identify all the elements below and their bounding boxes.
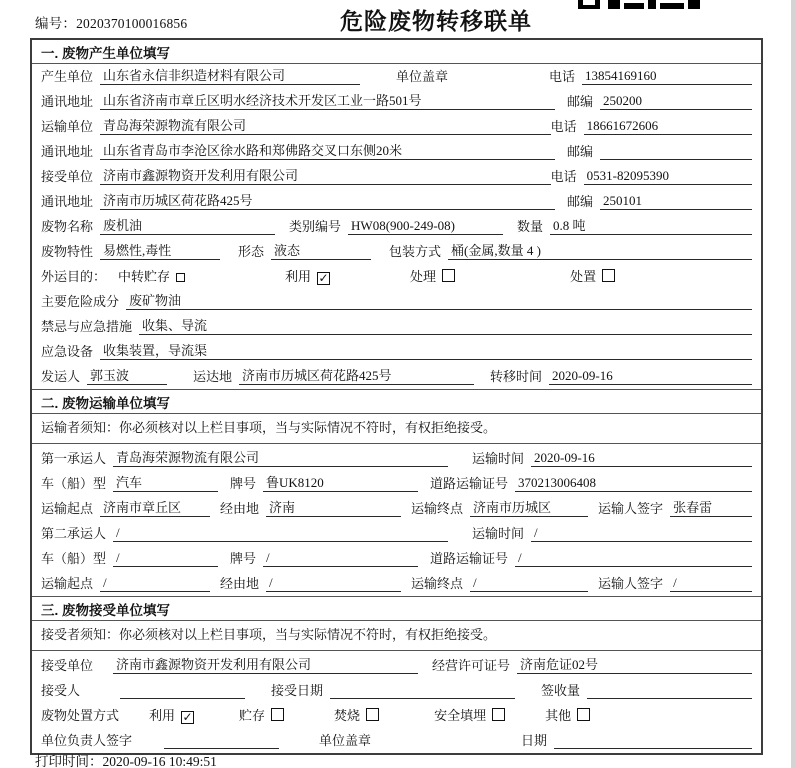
waste-name-value: 废机油 [100, 215, 275, 235]
license-label: 经营许可证号 [432, 658, 511, 673]
time1-label: 运输时间 [472, 451, 525, 466]
packing-label: 包装方式 [389, 244, 442, 259]
zip2-label: 邮编 [566, 144, 593, 159]
addr2-value: 山东省青岛市李沧区徐水路和郑佛路交叉口东侧20米 [100, 140, 555, 160]
carrier1-value: 青岛海荣源物流有限公司 [113, 447, 448, 467]
form-row-producer-address [32, 89, 761, 114]
print-time-label: 打印时间： [35, 754, 103, 768]
phone3-value: 0531-82095390 [584, 168, 752, 185]
hazard-label: 主要危险成分 [41, 294, 120, 309]
form-row-taboo [32, 314, 761, 339]
dest-label: 运达地 [193, 369, 233, 384]
serial-number [35, 12, 187, 32]
addr1-label: 通讯地址 [41, 94, 94, 109]
checkbox-utilize: ✓ [318, 271, 329, 285]
page-title: 危险废物转移联单 [340, 8, 532, 34]
transfer-time-value: 2020-09-16 [549, 368, 752, 385]
disposal-option-label: 安全填埋 [434, 708, 487, 723]
form-row-carrier1 [32, 444, 761, 471]
vehicle1-label: 车（船）型 [41, 476, 107, 491]
zip1-label: 邮编 [566, 94, 593, 109]
producer-value: 山东省永信非织造材料有限公司 [100, 65, 360, 85]
section-transport [32, 389, 761, 596]
disposal-option-label: 贮存 [239, 708, 266, 723]
checkbox-disposal-utilize: ✓ [182, 710, 193, 724]
purpose-option-dispose [570, 266, 615, 285]
vehicle1-value: 汽车 [113, 472, 218, 492]
date-value [554, 733, 752, 749]
disposal-option-label: 利用 [149, 708, 176, 723]
carrier2-label: 第二承运人 [41, 526, 107, 541]
section1-header: 一. 废物产生单位填写 [32, 40, 761, 64]
checkbox-dispose [602, 269, 615, 282]
section-producer [32, 40, 761, 389]
time2-value: / [531, 525, 752, 542]
road-cert2-label: 道路运输证号 [430, 551, 509, 566]
addr1-value: 山东省济南市章丘区明水经济技术开发区工业一路501号 [100, 90, 555, 110]
producer-label: 产生单位 [41, 69, 94, 84]
form-row-vehicle1 [32, 471, 761, 496]
disposal-option-utilize [149, 705, 194, 724]
phone3-label: 电话 [550, 169, 577, 184]
form-row-transporter [32, 114, 761, 139]
carrier1-label: 第一承运人 [41, 451, 107, 466]
purpose-option-transfer-storage [118, 266, 185, 285]
transporter-value: 青岛海荣源物流有限公司 [100, 115, 551, 135]
end2-value: / [470, 575, 588, 592]
form-row-disposal [32, 703, 761, 728]
form-state-label: 形态 [238, 244, 265, 259]
via2-value: / [266, 575, 401, 592]
category-value: HW08(900-249-08) [348, 218, 503, 235]
via1-value: 济南 [266, 497, 401, 517]
transport-notice: 运输者须知：你必须核对以上栏目事项，当与实际情况不符时，有权拒绝接受。 [32, 414, 761, 444]
form-row-hazard [32, 289, 761, 314]
serial-value: 2020370100016856 [76, 16, 188, 31]
purpose-option-label: 处理 [410, 269, 437, 284]
form-row-receiver [32, 164, 761, 189]
accept-unit-value: 济南市鑫源物资开发利用有限公司 [113, 654, 418, 674]
qty-value: 0.8 吨 [550, 215, 752, 235]
via2-label: 经由地 [220, 576, 260, 591]
purpose-option-label: 利用 [285, 269, 312, 284]
via1-label: 经由地 [220, 501, 260, 516]
zip3-label: 邮编 [566, 194, 593, 209]
zip3-value: 250101 [600, 193, 752, 210]
purpose-option-label: 中转贮存 [118, 269, 171, 284]
vehicle2-label: 车（船）型 [41, 551, 107, 566]
form-row-acceptor [32, 678, 761, 703]
manifest-form [30, 38, 763, 755]
addr3-label: 通讯地址 [41, 194, 94, 209]
print-time [35, 750, 217, 768]
traits-label: 废物特性 [41, 244, 94, 259]
transporter-label: 运输单位 [41, 119, 94, 134]
time1-value: 2020-09-16 [531, 450, 752, 467]
form-row-shipper [32, 364, 761, 389]
road-cert2-value: / [515, 550, 752, 567]
section2-header: 二. 废物运输单位填写 [32, 390, 761, 414]
receive-notice: 接受者须知：你必须核对以上栏目事项，当与实际情况不符时，有权拒绝接受。 [32, 621, 761, 651]
accept-date-value [330, 683, 515, 699]
form-row-carrier2 [32, 521, 761, 546]
road-cert1-value: 370213006408 [515, 475, 752, 492]
road-cert1-label: 道路运输证号 [430, 476, 509, 491]
waste-name-label: 废物名称 [41, 219, 94, 234]
checkbox-disposal-landfill [492, 708, 505, 721]
disposal-label: 废物处置方式 [41, 708, 120, 723]
accept-unit-label: 接受单位 [41, 658, 94, 673]
purpose-label: 外运目的： [41, 269, 107, 284]
zip2-value [600, 144, 752, 160]
taboo-value: 收集、导流 [139, 315, 752, 335]
disposal-option-incinerate [334, 705, 379, 724]
acceptor-value [120, 683, 245, 699]
plate1-label: 牌号 [230, 476, 257, 491]
dest-value: 济南市历城区荷花路425号 [239, 365, 474, 385]
origin2-label: 运输起点 [41, 576, 94, 591]
time2-label: 运输时间 [472, 526, 525, 541]
purpose-option-treat [410, 266, 455, 285]
form-row-waste-traits [32, 239, 761, 264]
form-row-producer [32, 64, 761, 89]
form-row-waste-name [32, 214, 761, 239]
plate2-value: / [263, 550, 418, 567]
qty-label: 数量 [517, 219, 544, 234]
plate2-label: 牌号 [230, 551, 257, 566]
checkbox-disposal-other [577, 708, 590, 721]
shipper-label: 发运人 [41, 369, 81, 384]
sign1-label: 运输人签字 [598, 501, 664, 516]
addr3-value: 济南市历城区荷花路425号 [100, 190, 555, 210]
zip1-value: 250200 [600, 93, 752, 110]
purpose-option-label: 处置 [570, 269, 597, 284]
carrier2-value: / [113, 525, 448, 542]
equipment-label: 应急设备 [41, 344, 94, 359]
form-row-vehicle2 [32, 546, 761, 571]
receipt-qty-value [587, 683, 752, 699]
phone2-label: 电话 [550, 119, 577, 134]
taboo-label: 禁忌与应急措施 [41, 319, 133, 334]
checkbox-treat [442, 269, 455, 282]
sign2-value: / [670, 575, 752, 592]
print-time-value: 2020-09-16 10:49:51 [102, 754, 217, 768]
disposal-option-label: 焚烧 [334, 708, 361, 723]
form-row-accept-unit [32, 651, 761, 678]
phone2-value: 18661672606 [584, 118, 752, 135]
checkbox-disposal-incinerate [366, 708, 379, 721]
form-row-route1 [32, 496, 761, 521]
disposal-option-other [545, 705, 590, 724]
shipper-value: 郭玉波 [87, 365, 167, 385]
traits-value: 易燃性,毒性 [100, 240, 220, 260]
section-receive [32, 596, 761, 753]
packing-value: 桶(金属,数量 4 ) [448, 240, 752, 260]
unit-seal-label: 单位盖章 [396, 69, 449, 84]
disposal-option-landfill [434, 705, 505, 724]
section3-header: 三. 废物接受单位填写 [32, 597, 761, 621]
accept-date-label: 接受日期 [271, 683, 324, 698]
phone1-value: 13854169160 [582, 68, 752, 85]
checkbox-disposal-store [271, 708, 284, 721]
category-label: 类别编号 [289, 219, 342, 234]
receiver-value: 济南市鑫源物资开发利用有限公司 [100, 165, 551, 185]
transfer-time-label: 转移时间 [490, 369, 543, 384]
sign1-value: 张春雷 [670, 497, 752, 517]
page-edge-strip [791, 0, 796, 768]
form-state-value: 液态 [271, 240, 371, 260]
form-row-receiver-address [32, 189, 761, 214]
receipt-qty-label: 签收量 [541, 683, 581, 698]
origin1-label: 运输起点 [41, 501, 94, 516]
document-header [0, 0, 796, 38]
acceptor-label: 接受人 [41, 683, 81, 698]
end1-label: 运输终点 [411, 501, 464, 516]
responsible-sign-label: 单位负责人签字 [41, 733, 133, 748]
purpose-option-utilize [285, 266, 330, 285]
form-row-transporter-address [32, 139, 761, 164]
disposal-option-label: 其他 [545, 708, 572, 723]
form-row-purpose [32, 264, 761, 289]
form-row-equipment [32, 339, 761, 364]
checkbox-transfer-storage [176, 273, 185, 282]
hazard-value: 废矿物油 [126, 290, 752, 310]
date-label: 日期 [521, 733, 548, 748]
addr2-label: 通讯地址 [41, 144, 94, 159]
license-value: 济南危证02号 [517, 654, 752, 674]
origin2-value: / [100, 575, 210, 592]
serial-label: 编号： [35, 16, 77, 31]
end2-label: 运输终点 [411, 576, 464, 591]
end1-value: 济南市历城区 [470, 497, 588, 517]
disposal-option-store [239, 705, 284, 724]
equipment-value: 收集装置，导流渠 [100, 340, 752, 360]
origin1-value: 济南市章丘区 [100, 497, 210, 517]
sign2-label: 运输人签字 [598, 576, 664, 591]
unit-seal-label-2: 单位盖章 [319, 733, 372, 748]
responsible-sign-value [164, 733, 279, 749]
phone1-label: 电话 [548, 69, 575, 84]
plate1-value: 鲁UK8120 [263, 472, 418, 492]
form-row-route2 [32, 571, 761, 596]
receiver-label: 接受单位 [41, 169, 94, 184]
vehicle2-value: / [113, 550, 218, 567]
